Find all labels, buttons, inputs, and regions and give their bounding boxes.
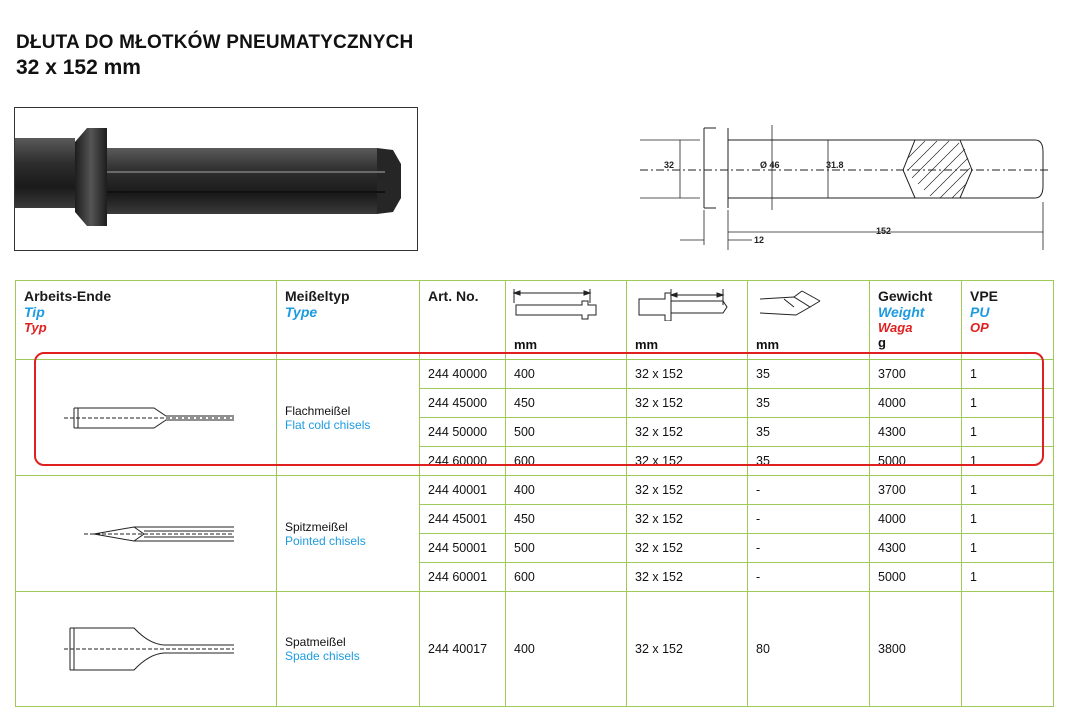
pu-cell: 1 — [962, 418, 1054, 447]
pu-cell — [962, 592, 1054, 707]
tip-drawing-cell — [16, 592, 277, 707]
table-header-row — [16, 281, 1054, 360]
shank-cell: 32 x 152 — [627, 592, 748, 707]
length-cell: 500 — [506, 534, 627, 563]
width-cell: - — [748, 563, 870, 592]
art-no-cell: 244 40017 — [420, 592, 506, 707]
dim-152-label: 152 — [876, 226, 892, 236]
width-cell: 35 — [748, 447, 870, 476]
length-cell: 600 — [506, 447, 627, 476]
width-cell: 35 — [748, 389, 870, 418]
header-weight: Gewicht Weight Waga g — [870, 281, 962, 360]
pu-cell: 1 — [962, 505, 1054, 534]
art-no-cell: 244 50001 — [420, 534, 506, 563]
tip-drawing-cell — [16, 476, 277, 592]
tip-drawing-cell — [16, 360, 277, 476]
header-width: mm — [748, 281, 870, 360]
page-title: DŁUTA DO MŁOTKÓW PNEUMATYCZNYCH — [16, 32, 414, 53]
header-tip: Arbeits-Ende Tip Typ — [16, 281, 277, 360]
header-shank: mm — [627, 281, 748, 360]
shank-cell: 32 x 152 — [627, 418, 748, 447]
table-row — [16, 476, 1054, 505]
weight-cell: 3700 — [870, 360, 962, 389]
art-no-cell: 244 40001 — [420, 476, 506, 505]
chisel-shank-photo — [14, 107, 418, 251]
pu-cell: 1 — [962, 476, 1054, 505]
weight-cell: 4300 — [870, 534, 962, 563]
art-no-cell: 244 60000 — [420, 447, 506, 476]
header-pu: VPE PU OP — [962, 281, 1054, 360]
length-cell: 600 — [506, 563, 627, 592]
weight-cell: 3800 — [870, 592, 962, 707]
total-length-icon — [512, 285, 612, 321]
pointed-chisel-icon — [64, 514, 234, 554]
dim-32-label: 32 — [664, 160, 675, 170]
width-cell: - — [748, 505, 870, 534]
art-no-cell: 244 40000 — [420, 360, 506, 389]
width-cell: - — [748, 534, 870, 563]
length-cell: 400 — [506, 476, 627, 505]
shank-cell: 32 x 152 — [627, 563, 748, 592]
art-no-cell: 244 45000 — [420, 389, 506, 418]
pu-cell: 1 — [962, 447, 1054, 476]
shank-size-icon — [633, 285, 733, 321]
type-cell: Spitzmeißel Pointed chisels — [277, 476, 420, 592]
art-no-cell: 244 50000 — [420, 418, 506, 447]
weight-cell: 4000 — [870, 389, 962, 418]
shank-cell: 32 x 152 — [627, 505, 748, 534]
shank-cell: 32 x 152 — [627, 447, 748, 476]
type-cell: Flachmeißel Flat cold chisels — [277, 360, 420, 476]
weight-cell: 4000 — [870, 505, 962, 534]
pu-cell: 1 — [962, 360, 1054, 389]
width-cell: 35 — [748, 360, 870, 389]
weight-cell: 5000 — [870, 447, 962, 476]
header-length: mm — [506, 281, 627, 360]
width-cell: 35 — [748, 418, 870, 447]
shank-cell: 32 x 152 — [627, 476, 748, 505]
length-cell: 400 — [506, 592, 627, 707]
weight-cell: 4300 — [870, 418, 962, 447]
dim-12-label: 12 — [754, 235, 765, 245]
header-art-no: Art. No. — [420, 281, 506, 360]
shank-dimension-drawing — [620, 110, 1060, 260]
dim-46-label: Ø 46 — [760, 160, 780, 170]
shank-cell: 32 x 152 — [627, 389, 748, 418]
shank-cell: 32 x 152 — [627, 534, 748, 563]
width-cell: 80 — [748, 592, 870, 707]
table-row — [16, 592, 1054, 707]
pu-cell: 1 — [962, 563, 1054, 592]
blade-width-icon — [754, 285, 854, 321]
length-cell: 500 — [506, 418, 627, 447]
page-subtitle: 32 x 152 mm — [16, 56, 141, 79]
chisel-specs-table — [15, 280, 1054, 707]
length-cell: 400 — [506, 360, 627, 389]
length-cell: 450 — [506, 389, 627, 418]
dim-31-8-label: 31.8 — [826, 160, 844, 170]
art-no-cell: 244 45001 — [420, 505, 506, 534]
spade-chisel-icon — [64, 614, 234, 684]
width-cell: - — [748, 476, 870, 505]
shank-cell: 32 x 152 — [627, 360, 748, 389]
table-row — [16, 360, 1054, 389]
length-cell: 450 — [506, 505, 627, 534]
weight-cell: 3700 — [870, 476, 962, 505]
pu-cell: 1 — [962, 534, 1054, 563]
header-type: Meißeltyp Type — [277, 281, 420, 360]
pu-cell: 1 — [962, 389, 1054, 418]
art-no-cell: 244 60001 — [420, 563, 506, 592]
type-cell: Spatmeißel Spade chisels — [277, 592, 420, 707]
flat-chisel-icon — [64, 398, 234, 438]
weight-cell: 5000 — [870, 563, 962, 592]
